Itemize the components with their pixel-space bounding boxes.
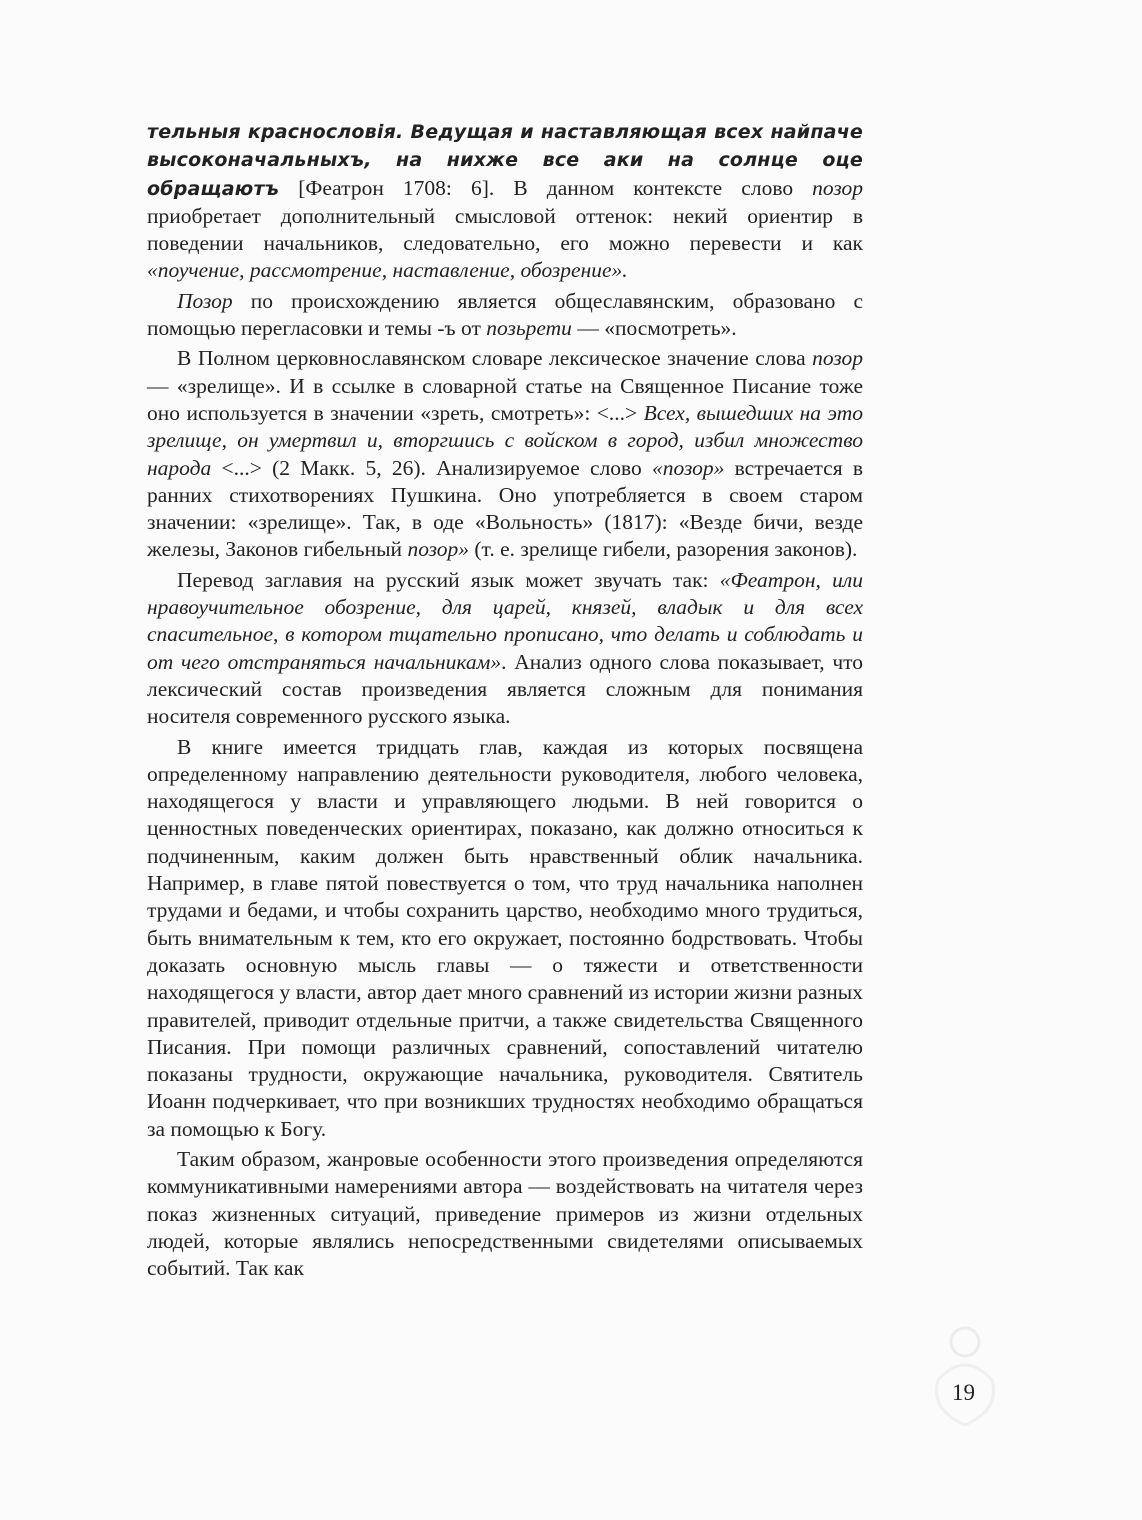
text-run: — «посмотреть».: [571, 316, 737, 341]
text-run: <...> (2 Макк. 5, 26). Анализируемое слово: [211, 455, 653, 480]
paragraph: [147, 288, 863, 343]
text-run: Таким образом, жанровые особенности этого произведения определяются коммуникативными намерениями автора — воздействовать на читателя через показ жизненных ситуаций, приведение примеров из жизни отдельных людей, которые являлись непосредственными свидетелями описываемых событий. Так как: [147, 1146, 863, 1281]
italic-text: Всех, вышедших на это зрелище, он умертвил и, вторгшись с войском в город, избил множество народа: [147, 400, 863, 480]
page-body: [147, 118, 863, 1282]
italic-text: позор»: [407, 537, 470, 562]
paragraph: [147, 1146, 863, 1282]
text-run: — «зрелище». И в ссылке в словарной статье на Священное Писание тоже оно используется в значении «зреть, смотреть»: <...>: [147, 373, 863, 425]
text-run: по происхождению является общеславянским, образовано с помощью перегласовки и темы -ъ от: [147, 288, 863, 341]
paragraph: [147, 118, 863, 285]
text-run: В Полном церковнославянском словаре лексическое значение слова: [177, 346, 813, 371]
paragraph: [147, 567, 863, 731]
italic-text: «Феатрон, или нравоучительное обозрение, для царей, князей, владык и для всех спасительное, в котором тщательно прописано, что делать и соблюдать и от чего отстраняться начальникам»: [147, 567, 863, 674]
italic-text: «поучение, рассмотрение, наставление, обозрение».: [147, 258, 628, 283]
page-number: 19: [952, 1380, 975, 1405]
text-run: . Анализ одного слова показывает, что лексический состав произведения является сложным для понимания носителя современного русского языка.: [147, 649, 863, 729]
text-run: приобретает дополнительный смысловой оттенок: некий ориентир в поведении начальников, следовательно, его можно перевести и как: [147, 203, 863, 256]
italic-text: позор: [812, 346, 863, 371]
italic-text: позор: [812, 175, 863, 200]
italic-text: «позор»: [652, 455, 725, 480]
text-run: (т. е. зрелище гибели, разорения законов).: [469, 537, 858, 562]
paragraph: [147, 734, 863, 1143]
italic-text: позьрети: [486, 316, 572, 341]
church-slavonic-quote: тельныя краснословія. Ведущая и наставляющая всех найпаче высоконачальныхъ, на нихже все аки на солнце оце обращаютъ: [147, 121, 863, 200]
italic-text: Позор: [177, 288, 233, 313]
text-run: встречается в ранних стихотворениях Пушкина. Оно употребляется в своем старом значении: «зрелище». Так, в оде «Вольность» (1817): «Везде бичи, везде железы, Законов гибельный: [147, 455, 863, 562]
ornament-icon: [930, 1320, 1000, 1430]
text-run: [Феатрон 1708: 6]. В данном контексте слово: [279, 175, 813, 200]
text-run: В книге имеется тридцать глав, каждая из которых посвящена определенному направлению деятельности руководителя, любого человека, находящегося у власти и управляющего людьми. В ней говорится о ценностных поведенческих ориентирах, показано, как должно относиться к подчиненным, каким должен быть нравственный облик начальника. Например, в главе пятой повествуется о том, что труд начальника наполнен трудами и бедами, и чтобы сохранить царство, необходимо много трудиться, быть внимательным к тем, кто его окружает, постоянно бодрствовать. Чтобы доказать основную мысль главы — о тяжести и ответственности находящегося у власти, автор дает много сравнений из истории жизни разных правителей, приводит отдельные притчи, а также свидетельства Священного Писания. При помощи различных сравнений, сопоставлений читателю показаны трудности, окружающие начальника, руководителя. Святитель Иоанн подчеркивает, что при возникших трудностях необходимо обращаться за помощью к Богу.: [147, 734, 863, 1141]
paragraph: [147, 345, 863, 563]
text-run: Перевод заглавия на русский язык может звучать так:: [177, 567, 720, 592]
